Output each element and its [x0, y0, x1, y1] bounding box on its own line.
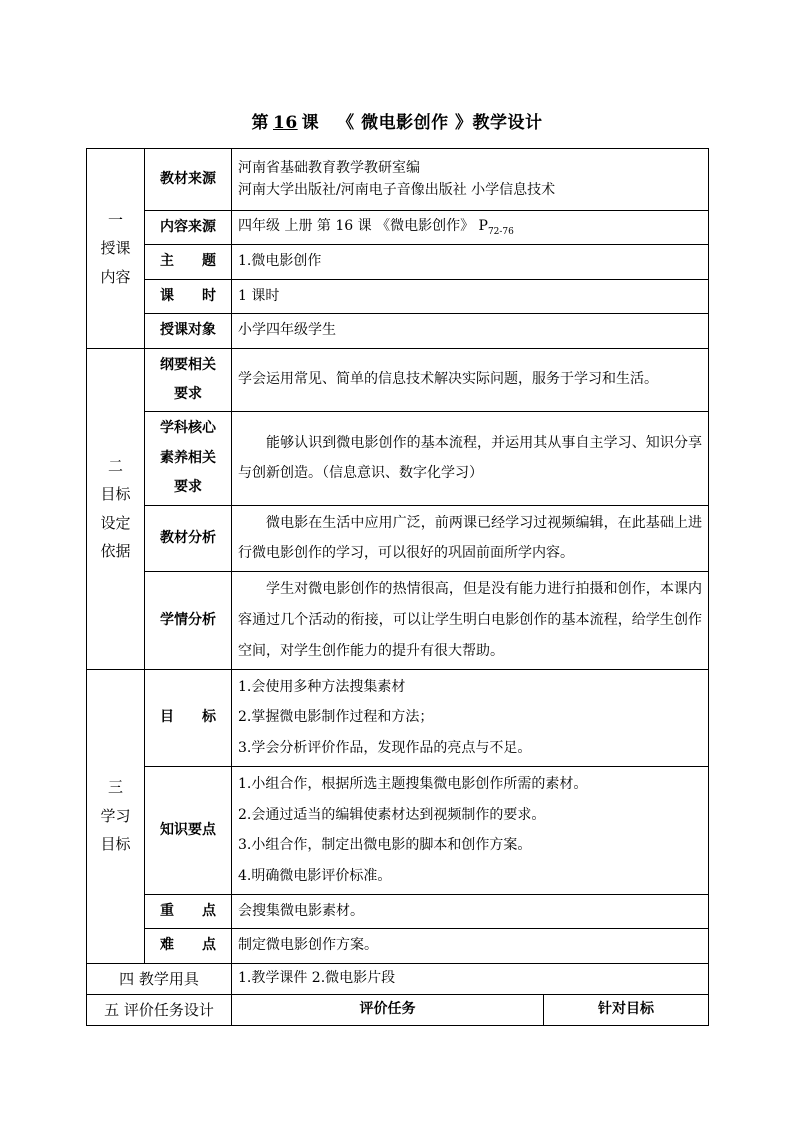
audience-value: 小学四年级学生 — [232, 314, 709, 348]
textbook-source-value: 河南省基础教育教学教研室编 河南大学出版社/河南电子音像出版社 小学信息技术 — [232, 149, 709, 211]
period-value: 1 课时 — [232, 279, 709, 313]
outline-requirements-value: 学会运用常见、简单的信息技术解决实际问题，服务于学习和生活。 — [232, 348, 709, 412]
row-label-difficulty: 难 点 — [145, 929, 232, 963]
content-source-value: 四年级 上册 第 16 课 《微电影创作》 $P_{72-76}$ — [232, 211, 709, 245]
section2-label: 二 目标 设定 依据 — [87, 348, 145, 669]
goal-item: 2.掌握微电影制作过程和方法； — [238, 709, 434, 726]
row-label-student-analysis: 学情分析 — [145, 572, 232, 669]
row-label-textbook-analysis: 教材分析 — [145, 505, 232, 572]
section5-label: 五 评价任务设计 — [87, 994, 232, 1025]
textbook-analysis-value: 微电影在生活中应用广泛，前两课已经学习过视频编辑，在此基础上进行微电影创作的学习，可以很好的巩固前面所学内容。 — [232, 505, 709, 572]
knowledge-item: 1.小组合作，根据所选主题搜集微电影创作所需的素材。 — [238, 775, 588, 792]
section1-label: 一 授课 内容 — [87, 149, 145, 349]
section4-label: 四 教学用具 — [87, 963, 232, 994]
title-prefix: 第 — [251, 113, 269, 133]
core-literacy-value: 能够认识到微电影创作的基本流程，并运用其从事自主学习、知识分享与创新创造。（信息意识、数字化学习） — [232, 412, 709, 505]
knowledge-item: 2.会通过适当的编辑使素材达到视频制作的要求。 — [238, 806, 546, 823]
lesson-title: 《 微电影创作 》教学设计 — [337, 113, 543, 133]
page-title — [0, 108, 794, 133]
teaching-tools-value: 1.教学课件 2.微电影片段 — [232, 963, 709, 994]
knowledge-item: 3.小组合作，制定出微电影的脚本和创作方案。 — [238, 837, 532, 854]
goals-list — [232, 669, 709, 766]
key-point-value: 会搜集微电影素材。 — [232, 895, 709, 929]
difficulty-value: 制定微电影创作方案。 — [232, 929, 709, 963]
row-label-key-point: 重 点 — [145, 895, 232, 929]
student-analysis-value: 学生对微电影创作的热情很高，但是没有能力进行拍摄和创作，本课内容通过几个活动的衔接，可以让学生明白电影创作的基本流程，给学生创作空间，对学生创作能力的提升有很大帮助。 — [232, 572, 709, 669]
row-label-theme: 主 题 — [145, 245, 232, 279]
goal-item: 3.学会分析评价作品，发现作品的亮点与不足。 — [238, 740, 532, 757]
row-label-audience: 授课对象 — [145, 314, 232, 348]
eval-task-header: 评价任务 — [232, 994, 544, 1025]
knowledge-list — [232, 766, 709, 894]
title-suffix: 课 — [301, 113, 320, 133]
knowledge-item: 4.明确微电影评价标准。 — [238, 868, 392, 885]
row-label-goals: 目 标 — [145, 669, 232, 766]
row-label-knowledge-points: 知识要点 — [145, 766, 232, 894]
lesson-number: 16 — [272, 113, 298, 133]
row-label-period: 课 时 — [145, 279, 232, 313]
lesson-plan-table — [86, 148, 709, 1026]
row-label-content-source: 内容来源 — [145, 211, 232, 245]
target-goal-header: 针对目标 — [544, 994, 709, 1025]
row-label-textbook-source: 教材来源 — [145, 149, 232, 211]
theme-value: 1.微电影创作 — [232, 245, 709, 279]
section3-label: 三 学习 目标 — [87, 669, 145, 963]
goal-item: 1.会使用多种方法搜集素材 — [238, 678, 406, 695]
row-label-outline-requirements: 纲要相关 要求 — [145, 348, 232, 412]
row-label-core-literacy: 学科核心 素养相关 要求 — [145, 412, 232, 505]
